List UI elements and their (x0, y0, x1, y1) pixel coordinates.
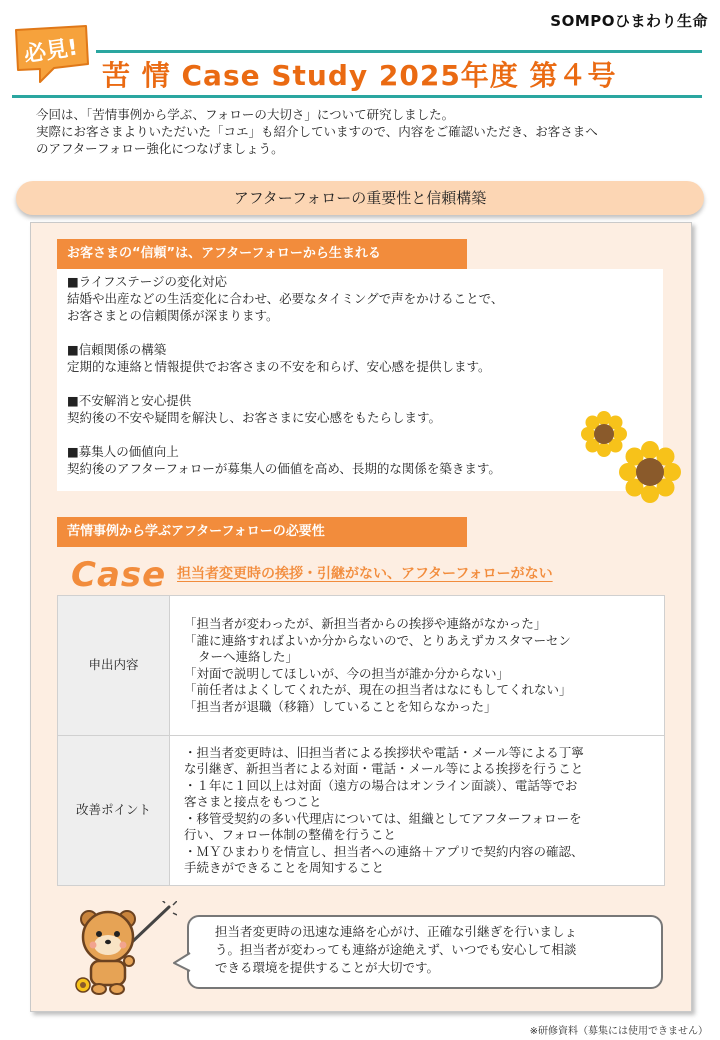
complaint-line: 「前任者はよくしてくれたが、現在の担当者はなにもしてくれない」 (184, 682, 572, 697)
complaint-line: 「対面で説明してほしいが、今の担当が誰か分からない」 (184, 665, 510, 681)
page-title: 苦 情 Case Study 2025年度 第４号 (102, 59, 617, 92)
complaint-line: 「誰に連絡すればよいか分からないので、とりあえずカスタマーセン (184, 632, 571, 648)
complaints-cell (170, 596, 665, 736)
benefit-item (67, 273, 653, 324)
intro-line: 実際にお客さまよりいただいた「コエ」も紹介していますので、内容をご確認いただき、お客さまへ (36, 124, 598, 139)
improvement-line: ・１年に１回以上は対面（遠方の場合はオンライン面談）、電話等でお (184, 777, 578, 793)
sunflower-icon (619, 441, 681, 503)
complaints-label: 申出内容 (58, 596, 170, 736)
section-header: アフターフォローの重要性と信頼構築 (16, 181, 704, 215)
benefit-title: ■信頼関係の構築 (67, 342, 167, 357)
intro-line: 今回は、「苦情事例から学ぶ、フォローの大切さ」について研究しました。 (36, 107, 455, 122)
speech-bubble (187, 915, 663, 989)
complaint-line: 「担当者が退職（移籍）していることを知らなかった」 (184, 698, 497, 714)
company-name: SOMPOひまわり生命 (550, 12, 708, 30)
bubble-tail-icon (173, 951, 191, 973)
title-rule-top (96, 50, 702, 53)
complaint-line: 「担当者が変わったが、新担当者からの挨拶や連絡がなかった」 (184, 616, 547, 631)
footnote: ※研修資料（募集には使用できません） (529, 1026, 708, 1037)
mascot-icon (69, 901, 177, 1001)
bubble-line: う。担当者が変わっても連絡が途絶えず、いつでも安心して相談 (215, 942, 577, 957)
bubble-line: できる環境を提供することが大切です。 (215, 960, 440, 975)
intro-text (36, 106, 706, 157)
benefit-text: お客さまとの信頼関係が深まります。 (67, 308, 279, 323)
case-title: 担当者変更時の挨拶・引継がない、アフターフォローがない (177, 566, 553, 582)
benefits-box (57, 269, 663, 491)
improvements-cell (170, 736, 665, 886)
content-panel (30, 222, 692, 1012)
benefit-text: 契約後の不安や疑問を解決し、お客さまに安心感をもたらします。 (67, 410, 442, 425)
table-row (58, 736, 665, 886)
improvement-line: ・ＭＹひまわりを情宣し、担当者への連絡＋アプリで契約内容の確認、 (184, 843, 584, 859)
complaint-line-cont: ターへ連絡した」 (198, 649, 299, 664)
intro-line: のアフターフォロー強化につなげましょう。 (36, 141, 284, 156)
benefit-title: ■不安解消と安心提供 (67, 393, 192, 408)
benefit-text: 契約後のアフターフォローが募集人の価値を高め、長期的な関係を築きます。 (67, 461, 501, 476)
improvement-line: 行い、フォロー体制の整備を行うこと (184, 827, 396, 842)
benefit-item (67, 443, 653, 477)
trust-header: お客さまの“信頼”は、アフターフォローから生まれる (57, 239, 467, 269)
benefit-title: ■ライフステージの変化対応 (67, 274, 228, 289)
benefit-title: ■募集人の価値向上 (67, 444, 179, 459)
improvement-line: 客さまと接点をもつこと (184, 794, 322, 809)
improvements-label: 改善ポイント (58, 736, 170, 886)
benefit-item (67, 392, 653, 426)
necessity-header: 苦情事例から学ぶアフターフォローの必要性 (57, 517, 467, 547)
case-word: Case (71, 555, 167, 595)
table-row (58, 596, 665, 736)
title-rule-bottom (12, 95, 702, 98)
improvement-line: ・移管受契約の多い代理店については、組織としてアフターフォローを (184, 810, 582, 826)
improvement-line: 手続きができることを周知すること (184, 860, 385, 875)
bubble-line: 担当者変更時の迅速な連絡を心がけ、正確な引継ぎを行いましょ (215, 924, 578, 939)
improvement-line: ・担当者変更時は、旧担当者による挨拶状や電話・メール等による丁寧 (184, 744, 584, 760)
benefit-text: 結婚や出産などの生活変化に合わせ、必要なタイミングで声をかけることで、 (67, 291, 504, 306)
badge-text: 必見! (22, 35, 80, 68)
improvement-line: な引継ぎ、新担当者による対面・電話・メール等による挨拶を行うこと (184, 761, 584, 776)
benefit-text: 定期的な連絡と情報提供でお客さまの不安を和らげ、安心感を提供します。 (67, 359, 491, 374)
case-table (57, 595, 665, 886)
title-bar (12, 50, 702, 98)
benefit-item (67, 341, 653, 375)
